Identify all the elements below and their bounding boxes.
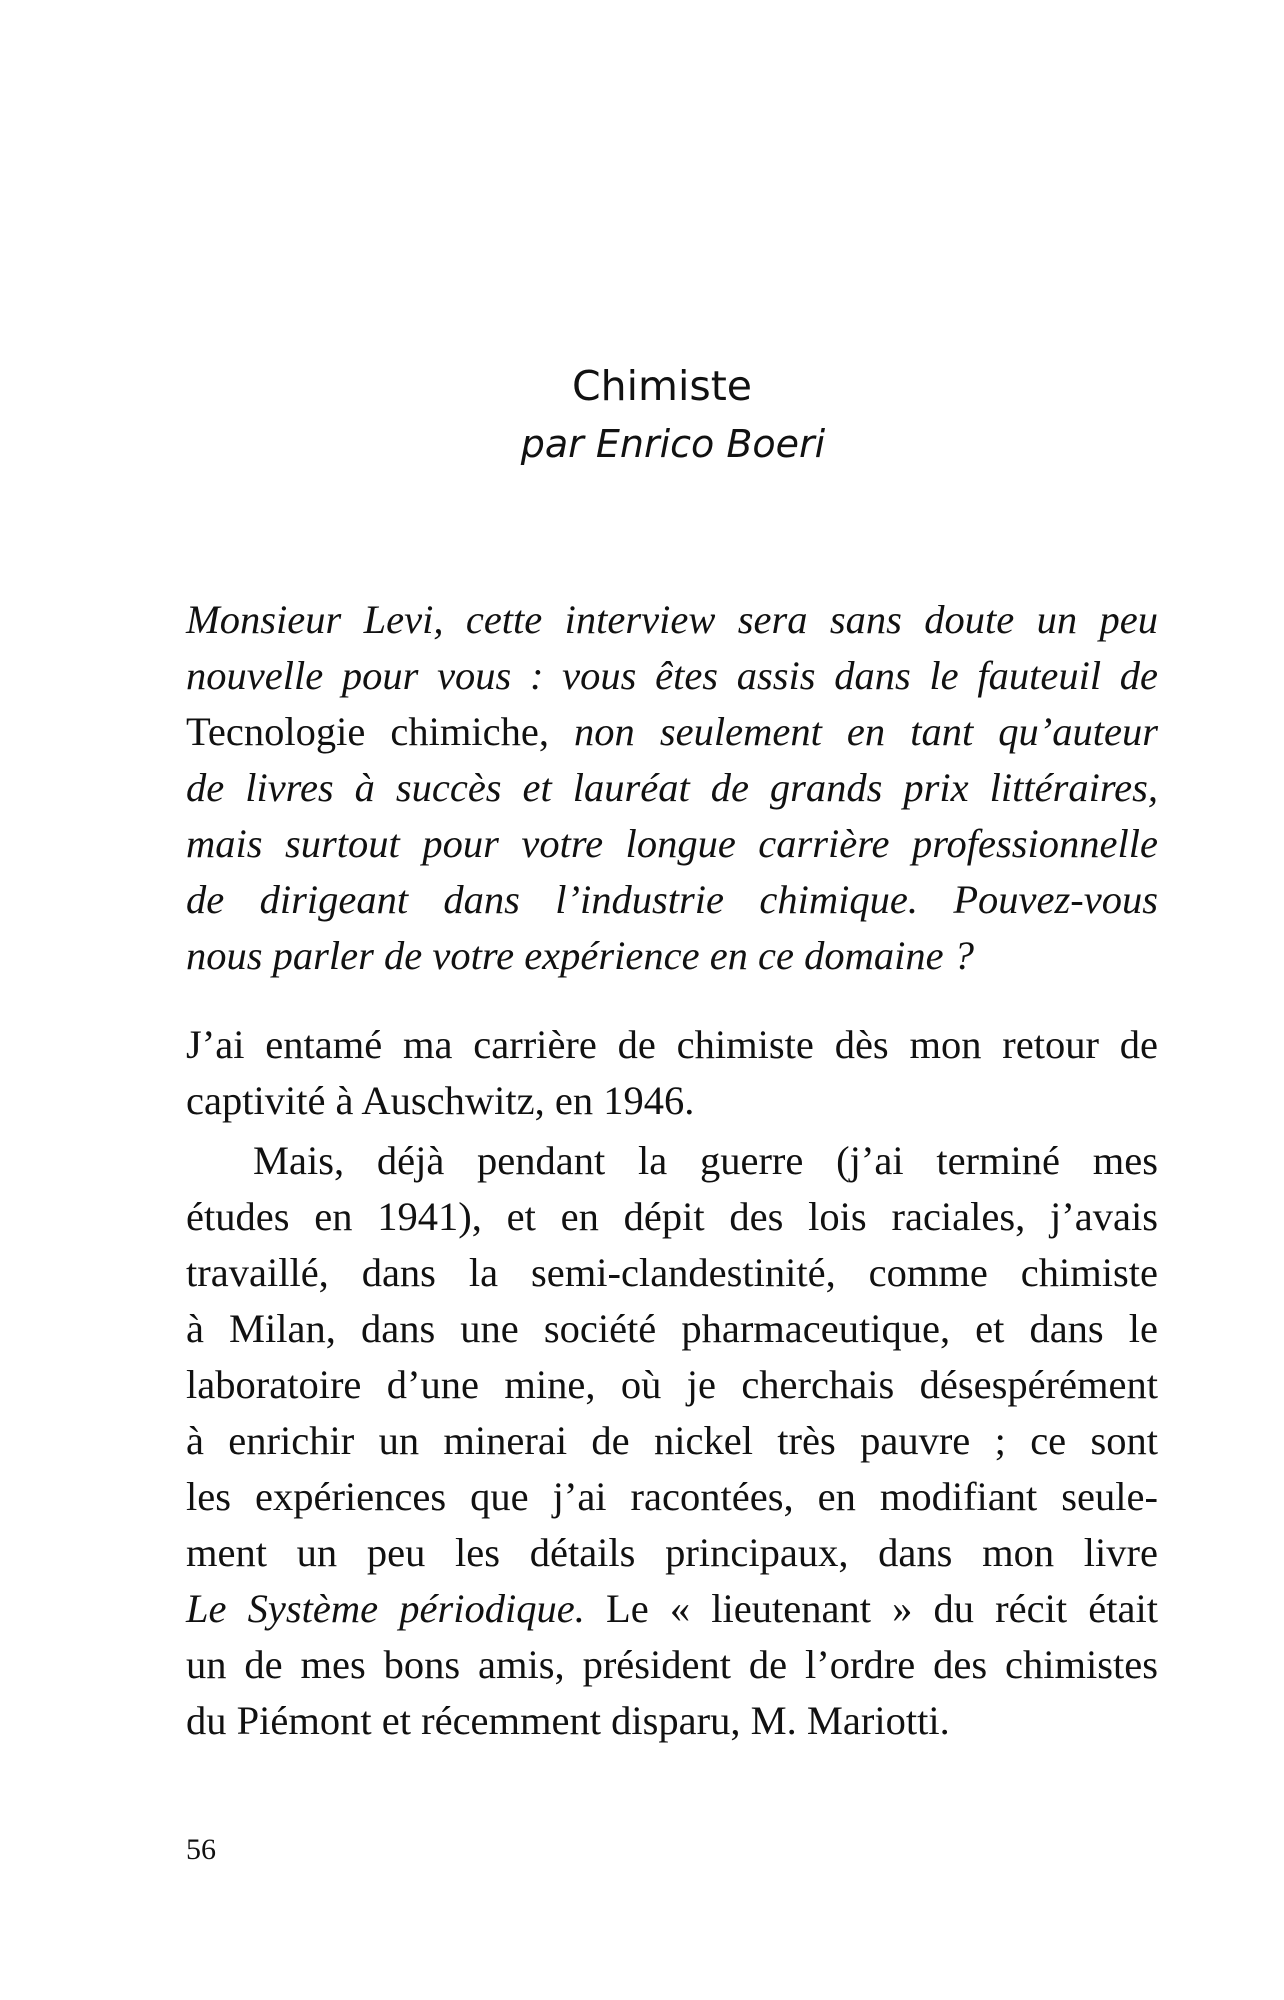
answer-paragraph-2 xyxy=(186,1133,1158,1749)
question-line: nouvelle pour vous : vous êtes assis dans le fauteuil de xyxy=(186,653,1158,698)
question-line: de dirigeant dans l’industrie chimique. Pouvez-vous xyxy=(186,877,1158,922)
paragraph-line: études en 1941), et en dépit des lois raciales, j’avais xyxy=(186,1194,1158,1239)
paragraph-line: Mais, déjà pendant la guerre (j’ai terminé mes xyxy=(253,1138,1158,1183)
paragraph-line-rest: Le « lieutenant » du récit était xyxy=(584,1586,1158,1631)
chapter-author: par Enrico Boeri xyxy=(520,422,826,466)
interview-question xyxy=(186,592,1158,984)
question-line: Monsieur Levi, cette interview sera sans doute un peu xyxy=(186,597,1158,642)
question-line: de livres à succès et lauréat de grands prix littéraires, xyxy=(186,765,1158,810)
question-line: nous parler de votre expérience en ce domaine ? xyxy=(186,933,974,978)
paragraph-line: un de mes bons amis, président de l’ordre des chimistes xyxy=(186,1642,1158,1687)
chapter-title: Chimiste xyxy=(572,362,752,410)
paragraph-line xyxy=(186,1581,1158,1637)
chapter-heading xyxy=(0,358,1284,474)
paragraph-line: ment un peu les détails principaux, dans mon livre xyxy=(186,1530,1158,1575)
paragraph-line: à Milan, dans une société pharmaceutique, et dans le xyxy=(186,1306,1158,1351)
paragraph-line: les expériences que j’ai racontées, en modifiant seule- xyxy=(186,1474,1158,1519)
paragraph-line: J’ai entamé ma carrière de chimiste dès mon retour de xyxy=(186,1022,1158,1067)
book-title: Le Système périodique. xyxy=(186,1586,585,1631)
paragraph-line: travaillé, dans la semi-clandestinité, comme chimiste xyxy=(186,1250,1158,1295)
answer-paragraph-1 xyxy=(186,1017,1158,1129)
paragraph-line: laboratoire d’une mine, où je cherchais désespérément xyxy=(186,1362,1158,1407)
page-number: 56 xyxy=(186,1833,216,1866)
paragraph-line: à enrichir un minerai de nickel très pauvre ; ce sont xyxy=(186,1418,1158,1463)
journal-name: Tecnologie chimiche, xyxy=(186,709,549,754)
question-line: mais surtout pour votre longue carrière professionnelle xyxy=(186,821,1158,866)
question-line xyxy=(186,704,1158,760)
paragraph-line: du Piémont et récemment disparu, M. Mariotti. xyxy=(186,1698,950,1743)
question-line-rest: non seulement en tant qu’auteur xyxy=(548,709,1158,754)
paragraph-line: captivité à Auschwitz, en 1946. xyxy=(186,1078,695,1123)
